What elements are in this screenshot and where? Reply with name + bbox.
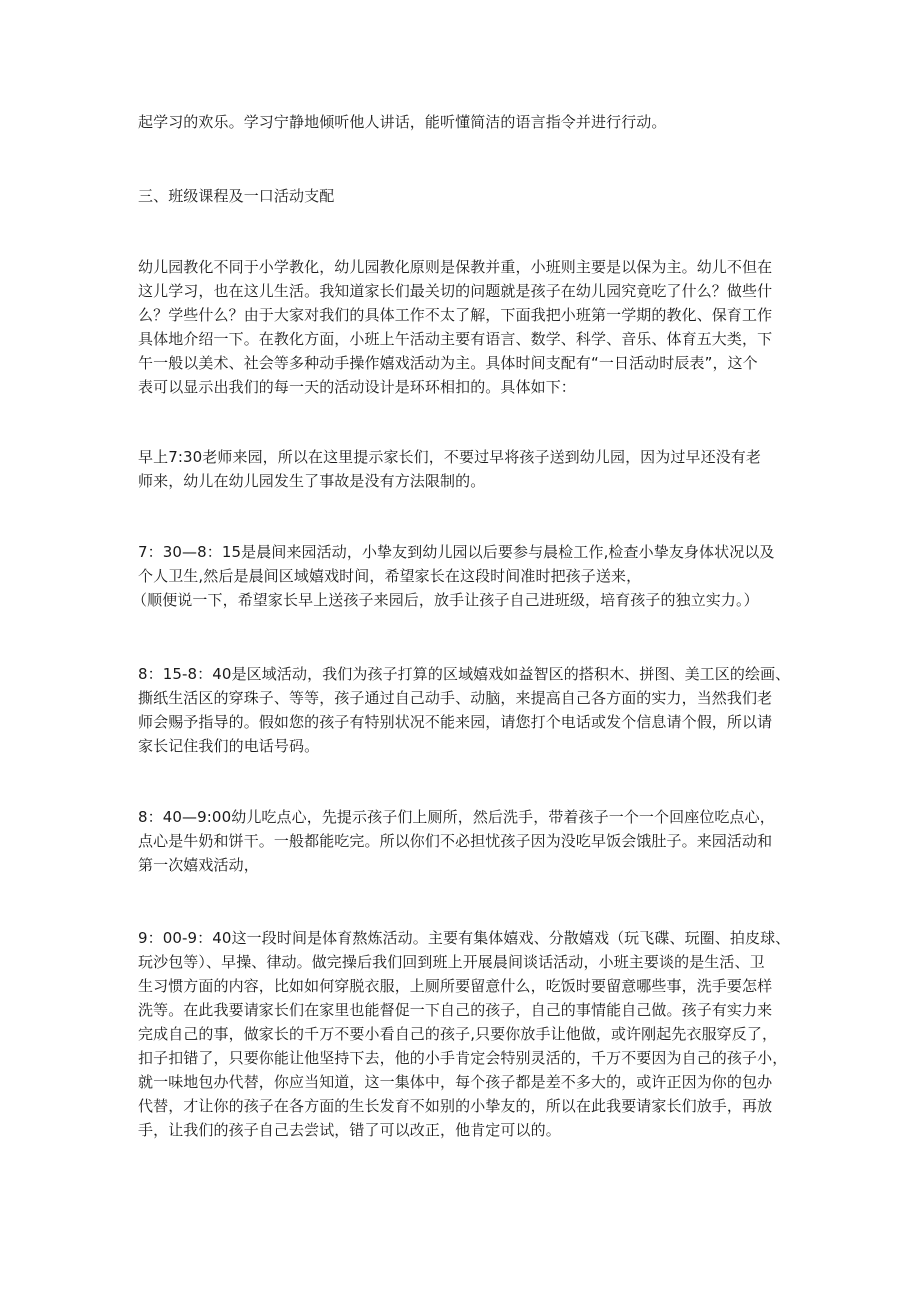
text-line: 么？学些什么？由于大家对我们的具体工作不太了解，下面我把小班第一学期的教化、保育工作 — [138, 306, 773, 324]
text-line: 8：15-8：40是区域活动，我们为孩子打算的区域嬉戏如益智区的搭积木、拼图、美工区的绘画、 — [138, 665, 791, 683]
paragraph-intro-continued — [138, 110, 798, 134]
text-line: 点心是牛奶和饼干。一般都能吃完。所以你们不必担忧孩子因为没吃早饭会饿肚子。来园活动和 — [138, 832, 773, 850]
text-line: 家长记住我们的电话号码。 — [138, 737, 320, 755]
paragraph-840-900 — [138, 805, 798, 877]
text-line: （顺便说一下，希望家长早上送孩子来园后，放手让孩子自己进班级，培育孩子的独立实力。） — [132, 591, 759, 609]
text-line: 代替，才让你的孩子在各方面的生长发育不如别的小挚友的，所以在此我要请家长们放手，再放 — [138, 1097, 773, 1115]
text-line: 午一般以美术、社会等多种动手操作嬉戏活动为主。具体时间支配有“一日活动时辰表”，这个 — [138, 354, 758, 372]
section-heading — [138, 184, 798, 208]
text-line: 幼儿园教化不同于小学教化，幼儿园教化原则是保教并重，小班则主要是以保为主。幼儿不但在 — [138, 258, 773, 276]
text-line: 第一次嬉戏活动， — [138, 856, 259, 874]
text-line: 就一味地包办代替，你应当知道，这一集体中，每个孩子都是差不多大的，或许正因为你的包办 — [138, 1073, 773, 1091]
paragraph-730 — [138, 445, 798, 493]
text-line: 具体地介绍一下。在教化方面，小班上午活动主要有语言、数学、科学、音乐、体育五大类，下 — [138, 330, 773, 348]
text-line: 手，让我们的孩子自己去尝试，错了可以改正，他肯定可以的。 — [138, 1121, 561, 1139]
text-line: 扣子扣错了，只要你能让他坚持下去，他的小手肯定会特别灵活的，千万不要因为自己的孩子小， — [138, 1049, 788, 1067]
text-line: 7：30—8：15是晨间来园活动，小挚友到幼儿园以后要参与晨检工作,检查小挚友身体状况以及 — [138, 543, 775, 561]
text-line: 玩沙包等）、早操、律动。做完操后我们回到班上开展晨间谈话活动，小班主要谈的是生活、卫 — [138, 953, 765, 971]
text-line: 起学习的欢乐。学习宁静地倾听他人讲话，能听懂简洁的语言指令并进行行动。 — [138, 113, 667, 131]
text-line: 洗等。在此我要请家长们在家里也能督促一下自己的孩子，自己的事情能自己做。孩子有实力来 — [138, 1001, 773, 1019]
paragraph-overview — [138, 255, 798, 399]
text-line: 三、班级课程及一口活动支配 — [138, 187, 335, 205]
text-line: 个人卫生,然后是晨间区域嬉戏时间，希望家长在这段时间准时把孩子送来， — [138, 567, 642, 585]
text-line: 师来，幼儿在幼儿园发生了事故是没有方法限制的。 — [138, 472, 486, 490]
text-line: 早上7:30老师来园，所以在这里提示家长们，不要过早将孩子送到幼儿园，因为过早还没有老 — [138, 448, 761, 466]
paragraph-900-940 — [138, 926, 798, 1142]
text-line: 8：40—9:00幼儿吃点心，先提示孩子们上厕所，然后洗手，带着孩子一个一个回座位吃点心， — [138, 808, 775, 826]
text-line: 9：00-9：40这一段时间是体育熬炼活动。主要有集体嬉戏、分散嬉戏（玩飞碟、玩圈、拍皮球、 — [138, 929, 791, 947]
paragraph-815-840 — [138, 662, 798, 758]
text-line: 这儿学习，也在这儿生活。我知道家长们最关切的问题就是孩子在幼儿园究竟吃了什么？做些什 — [138, 282, 773, 300]
text-line: 生习惯方面的内容，比如如何穿脱衣服，上厕所要留意什么，吃饭时要留意哪些事，洗手要怎样 — [138, 977, 773, 995]
text-line: 表可以显示出我们的每一天的活动设计是环环相扣的。具体如下： — [138, 378, 576, 396]
paragraph-730-815 — [132, 540, 798, 612]
text-line: 完成自己的事，做家长的千万不要小看自己的孩子,只要你放手让他做，或许刚起先衣服穿反了， — [138, 1025, 778, 1043]
text-line: 师会赐予指导的。假如您的孩子有特别状况不能来园，请您打个电话或发个信息请个假，所以请 — [138, 713, 773, 731]
text-line: 撕纸生活区的穿珠子、等等，孩子通过自己动手、动脑，来提高自己各方面的实力，当然我们老 — [138, 689, 773, 707]
